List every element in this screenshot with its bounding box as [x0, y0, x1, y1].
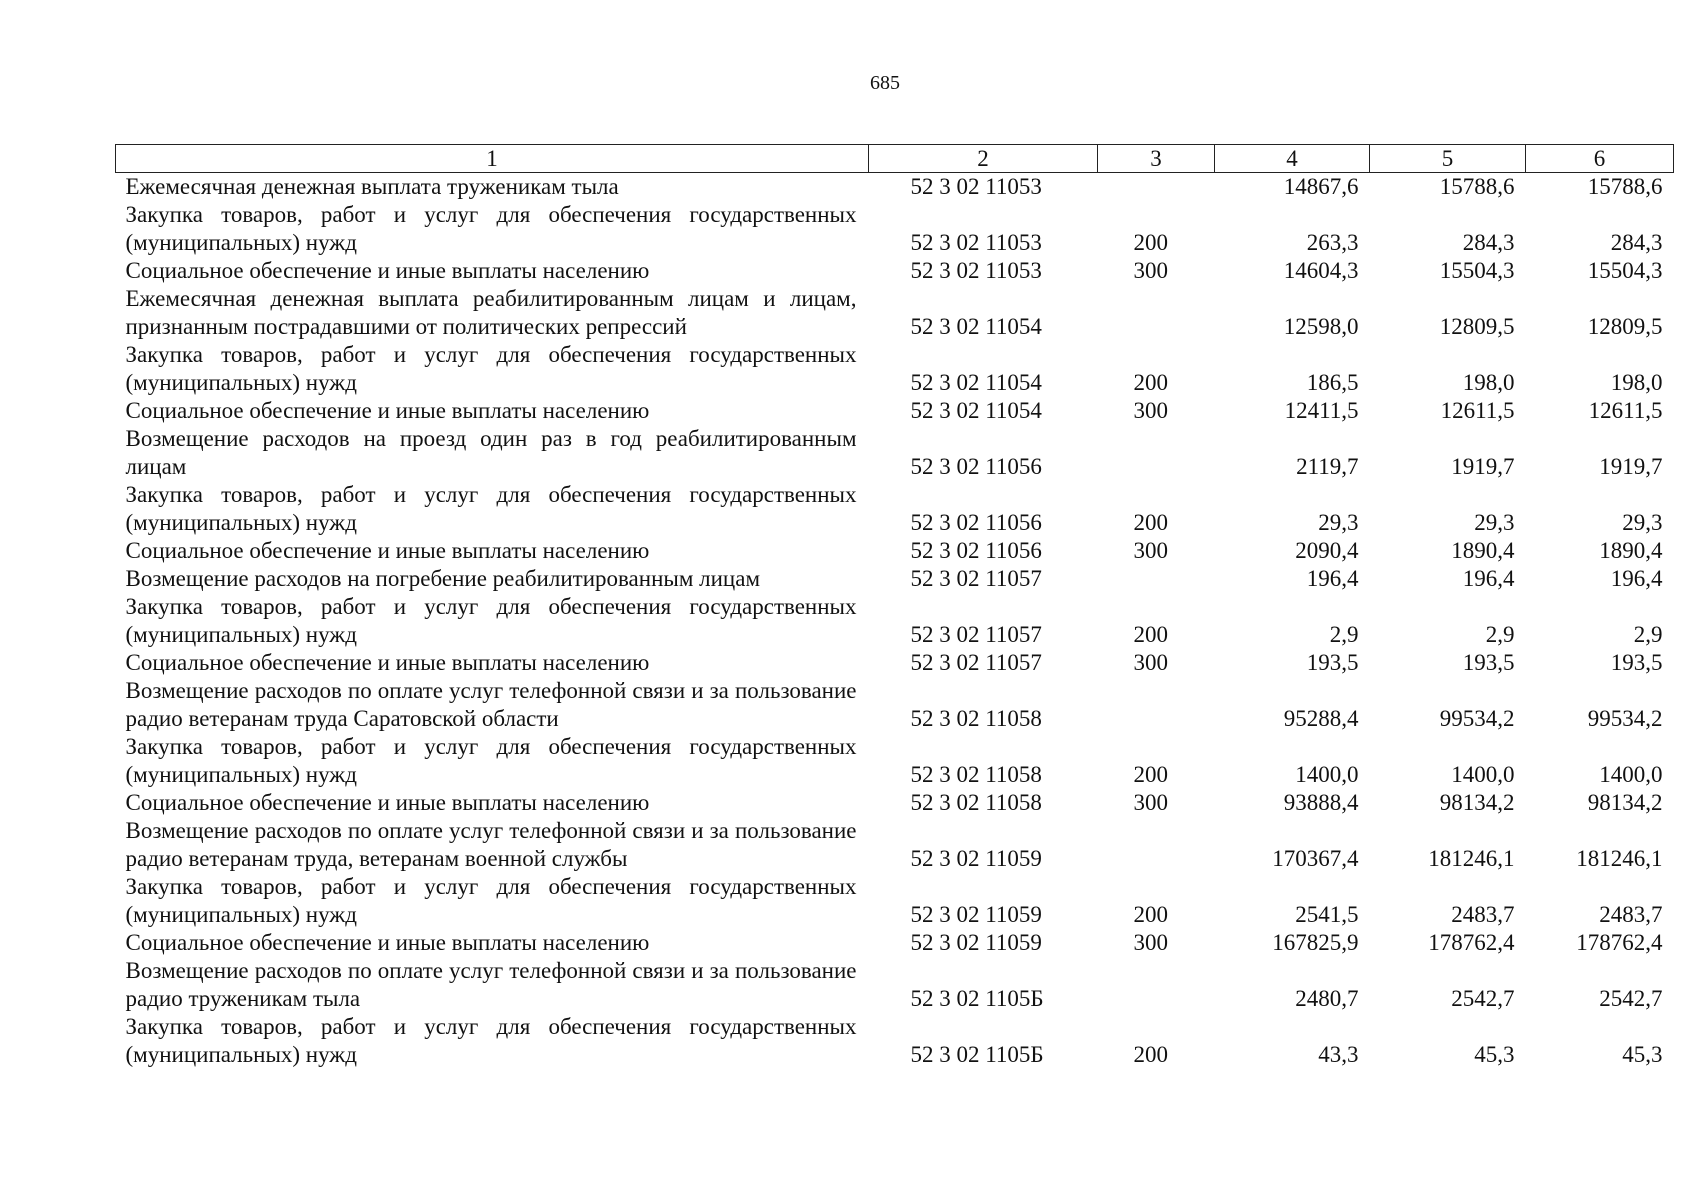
table-row — [116, 873, 1674, 929]
row-value-6: 12809,5 — [1587, 314, 1663, 339]
row-value-6: 45,3 — [1622, 1042, 1663, 1067]
budget-table — [115, 144, 1674, 1069]
row-code: 52 3 02 11056 — [910, 510, 1042, 535]
row-code: 52 3 02 11054 — [910, 398, 1042, 423]
row-value-4: 2090,4 — [1295, 538, 1359, 563]
row-value-4: 186,5 — [1306, 370, 1359, 395]
row-value-6: 1919,7 — [1599, 454, 1663, 479]
row-name: Закупка товаров, работ и услуг для обеспечения государственных (муниципальных) нужд — [125, 874, 857, 927]
row-value-4: 167825,9 — [1272, 930, 1359, 955]
row-name: Ежемесячная денежная выплата реабилитированным лицам и лицам, признанным пострадавшими от политических репрессий — [125, 286, 857, 339]
table-row — [116, 341, 1674, 397]
table-row — [116, 425, 1674, 481]
row-value-5: 2483,7 — [1451, 902, 1515, 927]
row-value-5: 2,9 — [1485, 622, 1515, 647]
row-value-6: 98134,2 — [1587, 790, 1663, 815]
row-name: Возмещение расходов по оплате услуг телефонной связи и за пользование радио ветеранам труда, ветеранам военной службы — [125, 818, 857, 871]
row-type — [1098, 173, 1215, 202]
row-name: Социальное обеспечение и иные выплаты населению — [125, 650, 650, 675]
row-value-5: 193,5 — [1462, 650, 1515, 675]
row-value-6: 181246,1 — [1576, 846, 1663, 871]
row-value-6: 193,5 — [1610, 650, 1663, 675]
table-row — [116, 173, 1674, 202]
row-value-6: 2483,7 — [1599, 902, 1663, 927]
row-name: Социальное обеспечение и иные выплаты населению — [125, 538, 650, 563]
table-row — [116, 285, 1674, 341]
row-value-5: 45,3 — [1474, 1042, 1515, 1067]
row-name: Социальное обеспечение и иные выплаты населению — [125, 930, 650, 955]
row-value-4: 1400,0 — [1295, 762, 1359, 787]
row-value-6: 12611,5 — [1588, 398, 1663, 423]
row-code: 52 3 02 11059 — [910, 930, 1042, 955]
row-value-5: 1400,0 — [1451, 762, 1515, 787]
row-type — [1098, 817, 1215, 873]
row-value-4: 93888,4 — [1283, 790, 1359, 815]
row-type: 300 — [1133, 650, 1168, 675]
row-value-4: 95288,4 — [1283, 706, 1359, 731]
row-type — [1098, 425, 1215, 481]
row-value-6: 196,4 — [1610, 566, 1663, 591]
row-code: 52 3 02 11059 — [910, 902, 1042, 927]
row-value-4: 12598,0 — [1283, 314, 1359, 339]
row-value-5: 1919,7 — [1451, 454, 1515, 479]
row-name: Закупка товаров, работ и услуг для обеспечения государственных (муниципальных) нужд — [125, 202, 857, 255]
row-name: Социальное обеспечение и иные выплаты населению — [125, 258, 650, 283]
row-name: Социальное обеспечение и иные выплаты населению — [125, 790, 650, 815]
row-type: 200 — [1133, 902, 1168, 927]
table-row — [116, 817, 1674, 873]
row-type: 200 — [1133, 762, 1168, 787]
row-code: 52 3 02 11053 — [910, 230, 1042, 255]
table-row — [116, 481, 1674, 537]
row-value-4: 170367,4 — [1272, 846, 1359, 871]
table-header — [116, 145, 1674, 173]
header-col-5: 5 — [1370, 145, 1526, 173]
row-value-4: 263,3 — [1306, 230, 1359, 255]
row-type: 300 — [1133, 258, 1168, 283]
row-type — [1098, 957, 1215, 1013]
header-col-2: 2 — [869, 145, 1098, 173]
row-value-4: 2541,5 — [1295, 902, 1359, 927]
table-row — [116, 201, 1674, 257]
row-type: 300 — [1133, 790, 1168, 815]
row-value-5: 98134,2 — [1439, 790, 1515, 815]
row-type — [1098, 677, 1215, 733]
row-name: Закупка товаров, работ и услуг для обеспечения государственных (муниципальных) нужд — [125, 734, 857, 787]
row-value-4: 2,9 — [1329, 622, 1359, 647]
row-code: 52 3 02 11058 — [910, 790, 1042, 815]
row-name: Социальное обеспечение и иные выплаты населению — [125, 398, 650, 423]
row-value-5: 196,4 — [1462, 566, 1515, 591]
row-type: 300 — [1133, 538, 1168, 563]
row-name: Возмещение расходов на погребение реабилитированным лицам — [125, 566, 760, 591]
row-code: 52 3 02 11057 — [910, 650, 1042, 675]
row-type: 200 — [1133, 622, 1168, 647]
header-row — [116, 145, 1674, 173]
table-row — [116, 397, 1674, 425]
table-row — [116, 929, 1674, 957]
row-type: 200 — [1133, 510, 1168, 535]
row-code: 52 3 02 11058 — [910, 706, 1042, 731]
row-value-5: 99534,2 — [1439, 706, 1515, 731]
table-row — [116, 1013, 1674, 1069]
row-value-6: 99534,2 — [1587, 706, 1663, 731]
table-row — [116, 789, 1674, 817]
table-row — [116, 537, 1674, 565]
row-code: 52 3 02 1105Б — [910, 1042, 1044, 1067]
row-type — [1098, 565, 1215, 593]
row-name: Возмещение расходов на проезд один раз в год реабилитированным лицам — [125, 426, 857, 479]
table-row — [116, 957, 1674, 1013]
header-col-1: 1 — [116, 145, 869, 173]
row-value-5: 178762,4 — [1428, 930, 1515, 955]
row-type: 200 — [1133, 370, 1168, 395]
row-value-4: 29,3 — [1318, 510, 1359, 535]
row-value-5: 15504,3 — [1439, 258, 1515, 283]
row-type: 300 — [1133, 398, 1168, 423]
row-value-5: 181246,1 — [1428, 846, 1515, 871]
table-row — [116, 257, 1674, 285]
row-value-5: 12809,5 — [1439, 314, 1515, 339]
row-code: 52 3 02 11054 — [910, 314, 1042, 339]
row-code: 52 3 02 11059 — [910, 846, 1042, 871]
row-code: 52 3 02 11053 — [910, 174, 1042, 199]
table-row — [116, 565, 1674, 593]
row-value-6: 2542,7 — [1599, 986, 1663, 1011]
header-col-4: 4 — [1215, 145, 1370, 173]
row-code: 52 3 02 11057 — [910, 566, 1042, 591]
row-value-4: 14867,6 — [1283, 174, 1359, 199]
row-code: 52 3 02 11058 — [910, 762, 1042, 787]
header-col-3: 3 — [1098, 145, 1215, 173]
page-number: 685 — [870, 72, 900, 94]
row-value-6: 15504,3 — [1587, 258, 1663, 283]
row-value-6: 284,3 — [1610, 230, 1663, 255]
row-value-4: 12411,5 — [1284, 398, 1359, 423]
table-row — [116, 733, 1674, 789]
row-code: 52 3 02 11053 — [910, 258, 1042, 283]
row-code: 52 3 02 11054 — [910, 370, 1042, 395]
row-name: Ежемесячная денежная выплата труженикам тыла — [125, 174, 619, 199]
header-col-6: 6 — [1526, 145, 1674, 173]
row-value-5: 12611,5 — [1440, 398, 1515, 423]
row-value-5: 198,0 — [1462, 370, 1515, 395]
row-value-4: 2119,7 — [1296, 454, 1359, 479]
row-value-6: 15788,6 — [1587, 174, 1663, 199]
row-value-4: 14604,3 — [1283, 258, 1359, 283]
row-value-5: 284,3 — [1462, 230, 1515, 255]
row-value-5: 2542,7 — [1451, 986, 1515, 1011]
row-value-4: 43,3 — [1318, 1042, 1359, 1067]
row-value-5: 15788,6 — [1439, 174, 1515, 199]
row-code: 52 3 02 11056 — [910, 454, 1042, 479]
row-type: 200 — [1133, 1042, 1168, 1067]
row-value-6: 29,3 — [1622, 510, 1663, 535]
row-value-6: 178762,4 — [1576, 930, 1663, 955]
row-type — [1098, 285, 1215, 341]
row-name: Закупка товаров, работ и услуг для обеспечения государственных (муниципальных) нужд — [125, 482, 857, 535]
row-value-5: 29,3 — [1474, 510, 1515, 535]
row-value-5: 1890,4 — [1451, 538, 1515, 563]
row-code: 52 3 02 11056 — [910, 538, 1042, 563]
table-row — [116, 677, 1674, 733]
row-value-6: 1890,4 — [1599, 538, 1663, 563]
row-name: Закупка товаров, работ и услуг для обеспечения государственных (муниципальных) нужд — [125, 342, 857, 395]
row-value-6: 198,0 — [1610, 370, 1663, 395]
table-row — [116, 593, 1674, 649]
row-value-4: 193,5 — [1306, 650, 1359, 675]
row-code: 52 3 02 11057 — [910, 622, 1042, 647]
row-type: 200 — [1133, 230, 1168, 255]
row-name: Закупка товаров, работ и услуг для обеспечения государственных (муниципальных) нужд — [125, 1014, 857, 1067]
row-code: 52 3 02 1105Б — [910, 986, 1044, 1011]
row-value-4: 196,4 — [1306, 566, 1359, 591]
row-value-6: 2,9 — [1633, 622, 1663, 647]
table-body — [116, 173, 1674, 1070]
row-type: 300 — [1133, 930, 1168, 955]
table-row — [116, 649, 1674, 677]
row-name: Возмещение расходов по оплате услуг телефонной связи и за пользование радио ветеранам труда Саратовской области — [125, 678, 857, 731]
row-name: Закупка товаров, работ и услуг для обеспечения государственных (муниципальных) нужд — [125, 594, 857, 647]
row-value-4: 2480,7 — [1295, 986, 1359, 1011]
row-value-6: 1400,0 — [1599, 762, 1663, 787]
row-name: Возмещение расходов по оплате услуг телефонной связи и за пользование радио труженикам тыла — [125, 958, 857, 1011]
